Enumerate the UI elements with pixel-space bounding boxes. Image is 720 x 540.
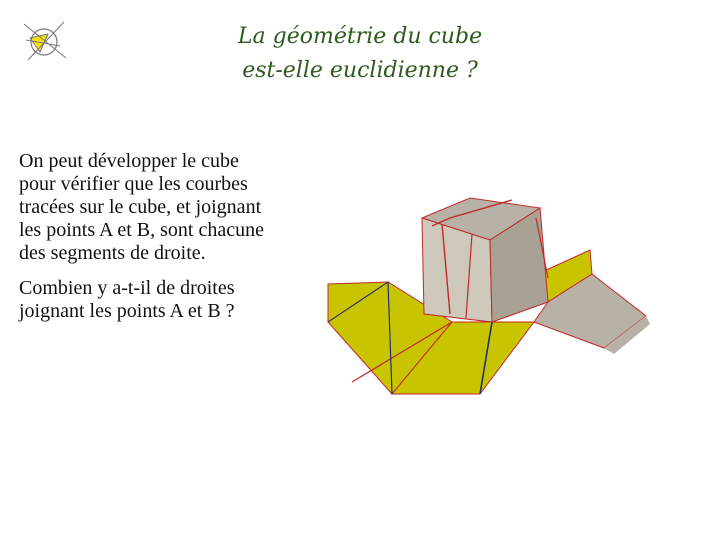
geometry-logo-icon [20, 18, 70, 64]
cube-net-illustration [322, 188, 650, 410]
title-line-2: est-elle euclidienne ? [242, 58, 478, 83]
paragraph-1: On peut développer le cube pour vérifier que les courbes tracées sur le cube, et joignant les points A et B, sont chacune des segments de droite. [19, 150, 264, 264]
title-line-1: La géométrie du cube [237, 24, 483, 49]
body-text [19, 150, 269, 335]
page-title [230, 20, 490, 88]
paragraph-2: Combien y a-t-il de droites joignant les points A et B ? [19, 277, 235, 322]
